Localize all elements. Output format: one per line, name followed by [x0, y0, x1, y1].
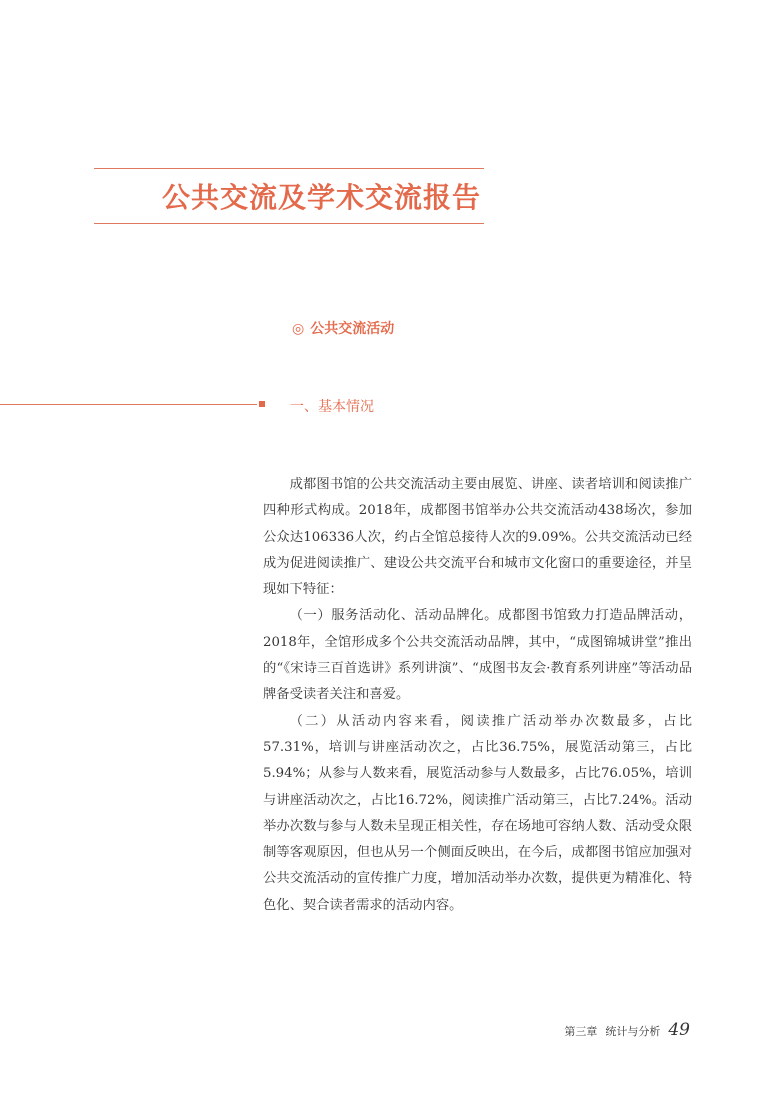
page-number: 49 [668, 1020, 690, 1040]
section-title: 公共交流活动 [310, 321, 395, 337]
paragraph: 成都图书馆的公共交流活动主要由展览、讲座、读者培训和阅读推广四种形式构成。2018年，成都图书馆举办公共交流活动438场次，参加公众达106336人次，约占全馆总接待人次的9.09%。公共交流活动已经成为促进阅读推广、建设公共交流平台和城市文化窗口的重要途径，并呈现如下特征： [263, 477, 692, 598]
paragraph: （二）从活动内容来看，阅读推广活动举办次数最多，占比57.31%，培训与讲座活动次之，占比36.75%，展览活动第三，占比5.94%；从参与人数来看，展览活动参与人数最多，占比76.05%，培训与讲座活动次之，占比16.72%，阅读推广活动第三，占比7.24%。活动举办次数与参与人数未呈现正相关性，存在场地可容纳人数、活动受众限制等客观原因，但也从另一个侧面反映出，在今后，成都图书馆应加强对公共交流活动的宣传推广力度，增加活动举办次数，提供更为精准化、特色化、契合读者需求的活动内容。 [263, 713, 692, 913]
paragraph: （一）服务活动化、活动品牌化。成都图书馆致力打造品牌活动，2018年，全馆形成多个公共交流活动品牌，其中，“成图锦城讲堂”推出的“《宋诗三百首选讲》系列讲演”、“成图书友会·教育系列讲座”等活动品牌备受读者关注和喜爱。 [263, 608, 692, 703]
body-text [263, 472, 692, 919]
page-footer [564, 1020, 690, 1040]
subsection-title: 一、基本情况 [290, 399, 374, 415]
section-heading [292, 318, 394, 338]
subsection-rule [0, 404, 257, 405]
report-title-block [94, 168, 484, 224]
square-bullet-icon [259, 401, 265, 407]
double-circle-icon: ◎ [292, 321, 305, 337]
footer-chapter: 第三章 [564, 1025, 598, 1038]
footer-chapter-title: 统计与分析 [605, 1025, 661, 1038]
report-title: 公共交流及学术交流报告 [162, 181, 482, 214]
